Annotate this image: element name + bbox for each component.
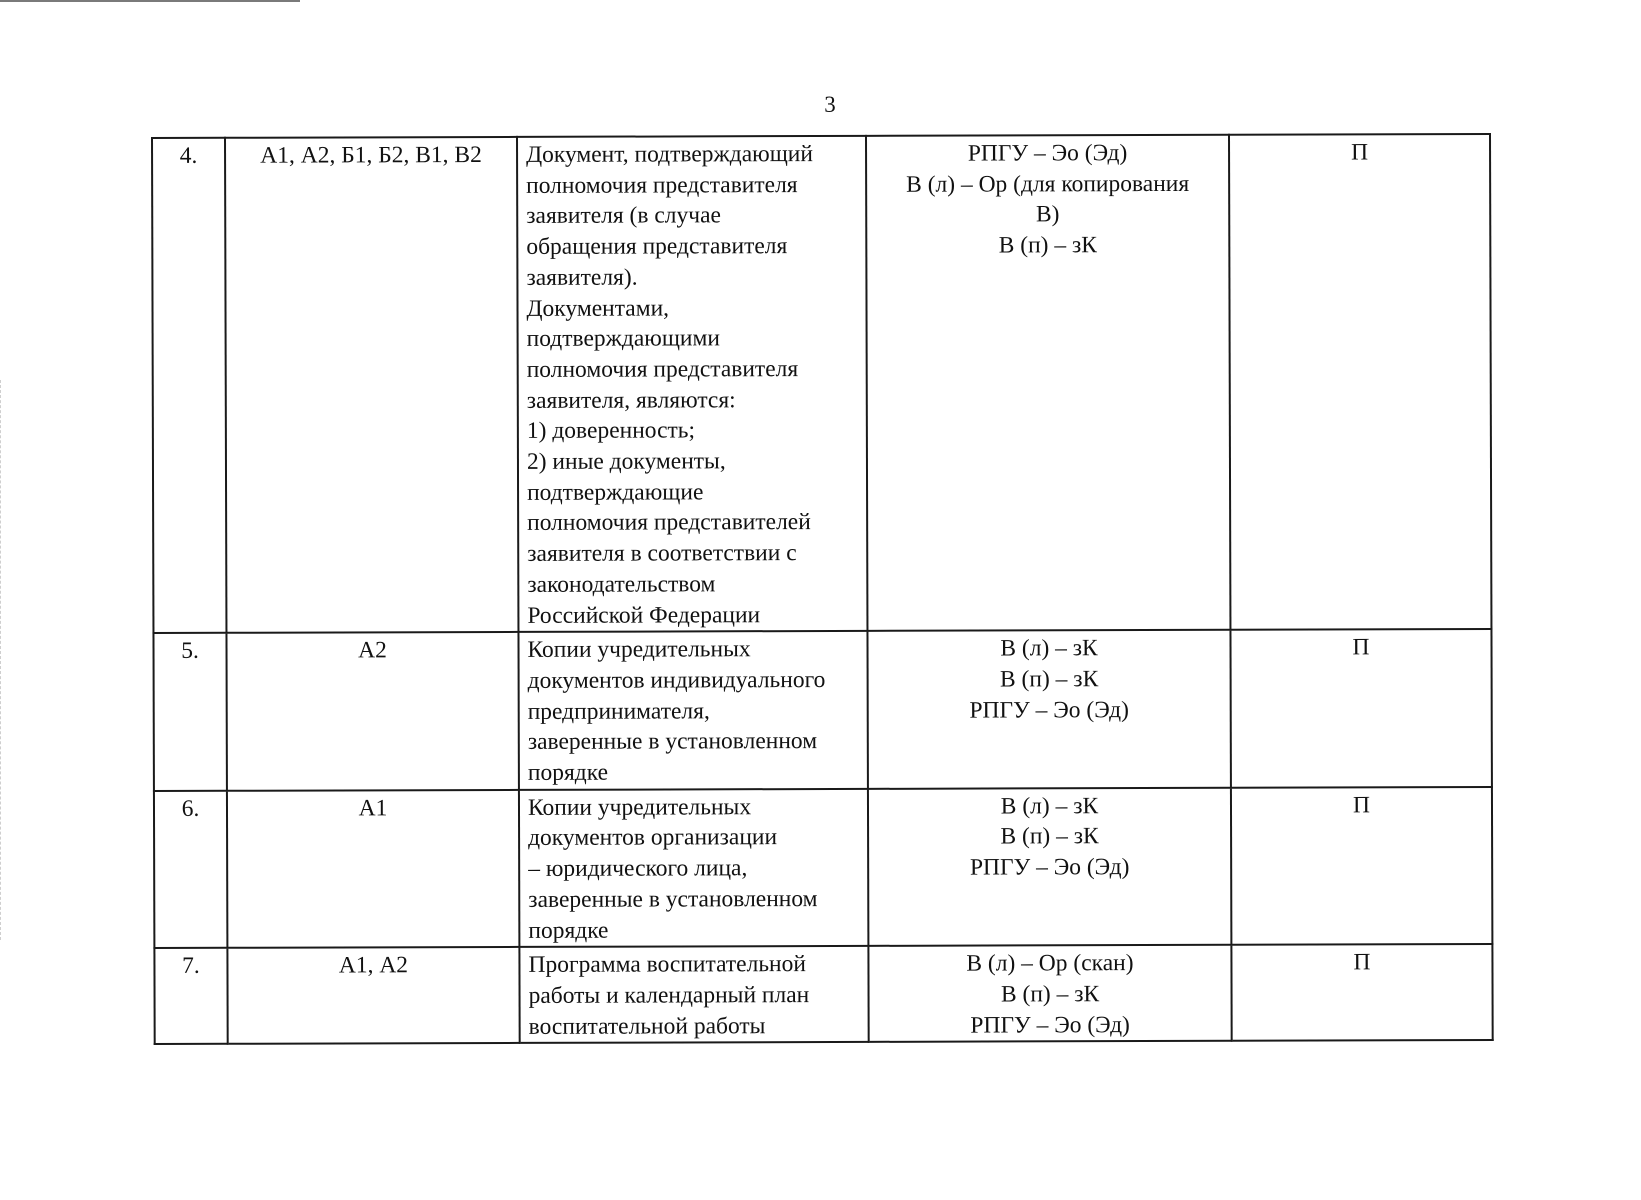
submission-line: В (л) – Ор (для копирования [906,170,1190,198]
document-line: 2) иные документы, [526,448,726,475]
submission-line: РПГУ – Эо (Эд) [969,696,1129,724]
document-line: подтверждающими [526,325,720,353]
document-description-cell [517,136,867,632]
table-row [152,134,1491,633]
document-line: Программа воспитательной [528,951,806,979]
mark-cell: П [1231,787,1492,945]
document-line: заверенные в установленном [527,728,818,756]
categories-cell: А1, А2 [227,947,519,1044]
document-line: заверенные в установленном [528,885,818,913]
submission-line: В (п) – зК [999,666,1099,693]
document-description-cell [519,789,868,948]
document-line: порядке [527,759,609,786]
scan-edge-top [0,0,300,2]
mark-cell: П [1229,134,1491,630]
mark-cell: П [1230,629,1491,787]
document-line: порядке [528,917,609,944]
document-description-cell [519,946,868,1043]
submission-line: В (л) – зК [1000,792,1099,820]
submission-line: В (л) – Ор (скан) [966,950,1134,977]
document-line: заявителя (в случае [526,202,721,230]
document-line: обращения представителя [526,233,788,260]
submission-line: В) [1035,201,1060,228]
document-line: полномочия представителя [526,171,798,199]
document-description-cell [518,631,867,790]
submission-line: РПГУ – Эо (Эд) [969,854,1130,881]
submission-method-cell [867,630,1230,789]
table-row [154,787,1492,948]
categories-cell: А1, А2, Б1, Б2, В1, В2 [225,137,518,633]
document-line: предпринимателя, [527,698,710,725]
documents-table [151,133,1494,1045]
document-line: Документ, подтверждающий [526,141,813,168]
document-line: 1) доверенность; [526,417,696,445]
categories-cell: А1 [227,790,519,948]
mark-cell: П [1231,944,1492,1041]
submission-method-cell [868,945,1231,1042]
row-number-cell: 4. [152,138,226,633]
document-line: законодательством [527,571,716,598]
document-line: документов индивидуального [527,666,826,694]
categories-cell: А2 [226,632,518,790]
row-number-cell: 5. [153,633,226,791]
submission-line: В (п) – зК [998,232,1097,259]
document-line: заявителя). [526,264,638,291]
submission-line: В (п) – зК [1000,823,1099,850]
document-line: подтверждающие [527,479,704,506]
document-line: – юридического лица, [528,855,748,883]
document-line: полномочия представителя [526,356,799,383]
document-line: полномочия представителей [527,509,811,537]
submission-line: РПГУ – Эо (Эд) [967,140,1128,167]
document-line: Российской Федерации [527,601,761,629]
row-number-cell: 6. [154,791,227,949]
scan-edge-left [0,380,2,940]
submission-line: РПГУ – Эо (Эд) [970,1011,1130,1039]
page-number: 3 [824,92,836,117]
document-line: документов организации [528,824,778,852]
submission-line: В (л) – зК [1000,635,1098,662]
submission-method-cell [868,788,1231,947]
document-line: заявителя в соответствии с [527,540,797,568]
document-line: Копии учредительных [527,636,751,664]
table-row [154,944,1492,1044]
document-line: заявителя, являются: [526,386,736,414]
submission-line: В (п) – зК [1000,981,1100,1008]
document-line: воспитательной работы [528,1012,766,1040]
document-line: Копии учредительных [527,793,752,821]
document-line: работы и календарный план [528,982,810,1009]
submission-method-cell [866,135,1230,631]
table-row [153,629,1491,790]
document-line: Документами, [526,294,670,322]
row-number-cell: 7. [154,948,227,1044]
